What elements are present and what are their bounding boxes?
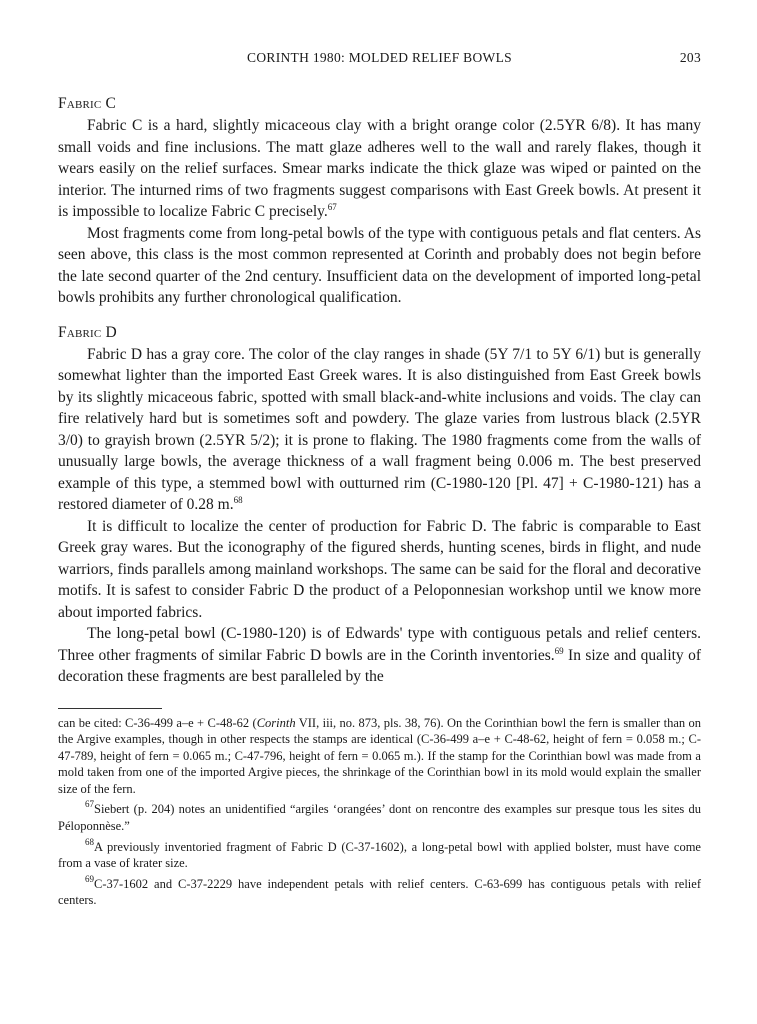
footnote-number: 67 [85, 799, 94, 810]
footnote-67: $^{67}$Siebert (p. 204) notes an unidentified “argiles ‘orangées’ dont on rencontre des examples sur presque tous les sites du Péloponnèse.” [58, 799, 701, 834]
paragraph: Fabric C is a hard, slightly micaceous clay with a bright orange color (2.5YR 6/8). It has many small voids and fine inclusions. The matt glaze adheres well to the wall and rarely flakes, though it wears easily on the relief surfaces. Smear marks indicate the thick glaze was wiped or painted on the interior. The inturned rims of two fragments suggest comparisons with East Greek bowls. At present it is impossible to localize Fabric C precisely.$^{67}$ [58, 117, 701, 220]
footnote-number: 69 [85, 873, 94, 884]
section-heading-fabric-d: Fabric D [58, 323, 117, 341]
paragraph: Fabric D has a gray core. The color of the clay ranges in shade (5Y 7/1 to 5Y 6/1) but is generally somewhat lighter than the imported East Greek wares. It is also distinguished from East Greek bowls by its slightly micaceous fabric, spotted with small black-and-white inclusions and voids. The clay can fire relatively hard but is sometimes soft and powdery. The glaze varies from lustrous black (2.5YR 3/0) to grayish brown (2.5YR 5/2); it is prone to flaking. The 1980 fragments come from the walls of unusually large bowls, the average thickness of a wall fragment being 0.006 m. The best preserved example of this type, a stemmed bowl with outturned rim (C-1980-120 [Pl. 47] + C-1980-121) has a restored diameter of 0.28 m.$^{68}$ [58, 345, 701, 513]
section-heading-fabric-c: Fabric C [58, 95, 117, 112]
footnote-68: $^{68}$A previously inventoried fragment of Fabric D (C-37-1602), a long-petal bowl with applied bolster, must have come from a vase of krater size. [58, 836, 701, 871]
footnotes [58, 715, 701, 910]
paragraph: It is difficult to localize the center of production for Fabric D. The fabric is comparable to East Greek gray wares. But the iconography of the figured sherds, hunting scenes, birds in flight, and nude warriors, finds parallels among mainland workshops. The same can be said for the floral and decorative motifs. It is safest to consider Fabric D the product of a Peloponnesian workshop until we know more about imported fabrics. [58, 517, 701, 621]
paragraph: The long-petal bowl (C-1980-120) is of Edwards' type with contiguous petals and relief centers. Three other fragments of similar Fabric D bowls are in the Corinth inventories.$^{69}$ In size and quality of decoration these fragments are best paralleled by the [58, 625, 701, 685]
page [58, 50, 701, 909]
footnote-number: 68 [85, 836, 94, 847]
footnote-ref: 68 [233, 495, 243, 505]
footnote-rule [58, 708, 162, 709]
footnote-69: $^{69}$C-37-1602 and C-37-2229 have independent petals with relief centers. C-63-699 has contiguous petals with relief centers. [58, 873, 701, 908]
running-head [58, 50, 701, 72]
paragraph: Most fragments come from long-petal bowls of the type with contiguous petals and flat centers. As seen above, this class is the most common represented at Corinth and probably does not begin before the late second quarter of the 2nd century. Insufficient data on the development of imported long-petal bowls prohibits any further chronological qualification. [58, 224, 701, 306]
page-number: 203 [679, 50, 701, 65]
footnote-ref: 69 [554, 645, 564, 656]
running-title: CORINTH 1980: MOLDED RELIEF BOWLS [247, 50, 512, 65]
footnote-continued: can be cited: C-36-499 a–e + C-48-62 (Corinth VII, iii, no. 873, pls. 38, 76). On the Corinthian bowl the fern is smaller than on the Argive examples, though in other respects the stamps are identical (C-36-499 a–e + C-48-62, height of fern = 0.058 m.; C-47-789, height of fern = 0.065 m.; C-47-796, height of fern = 0.065 m.). If the stamp for the Corinthian bowl was made from a mold taken from one of the imported Argive pieces, the shrinkage of the Corinthian bowl in its mold would explain the smaller size of the fern. [58, 715, 701, 796]
footnote-ref: 67 [327, 202, 337, 212]
